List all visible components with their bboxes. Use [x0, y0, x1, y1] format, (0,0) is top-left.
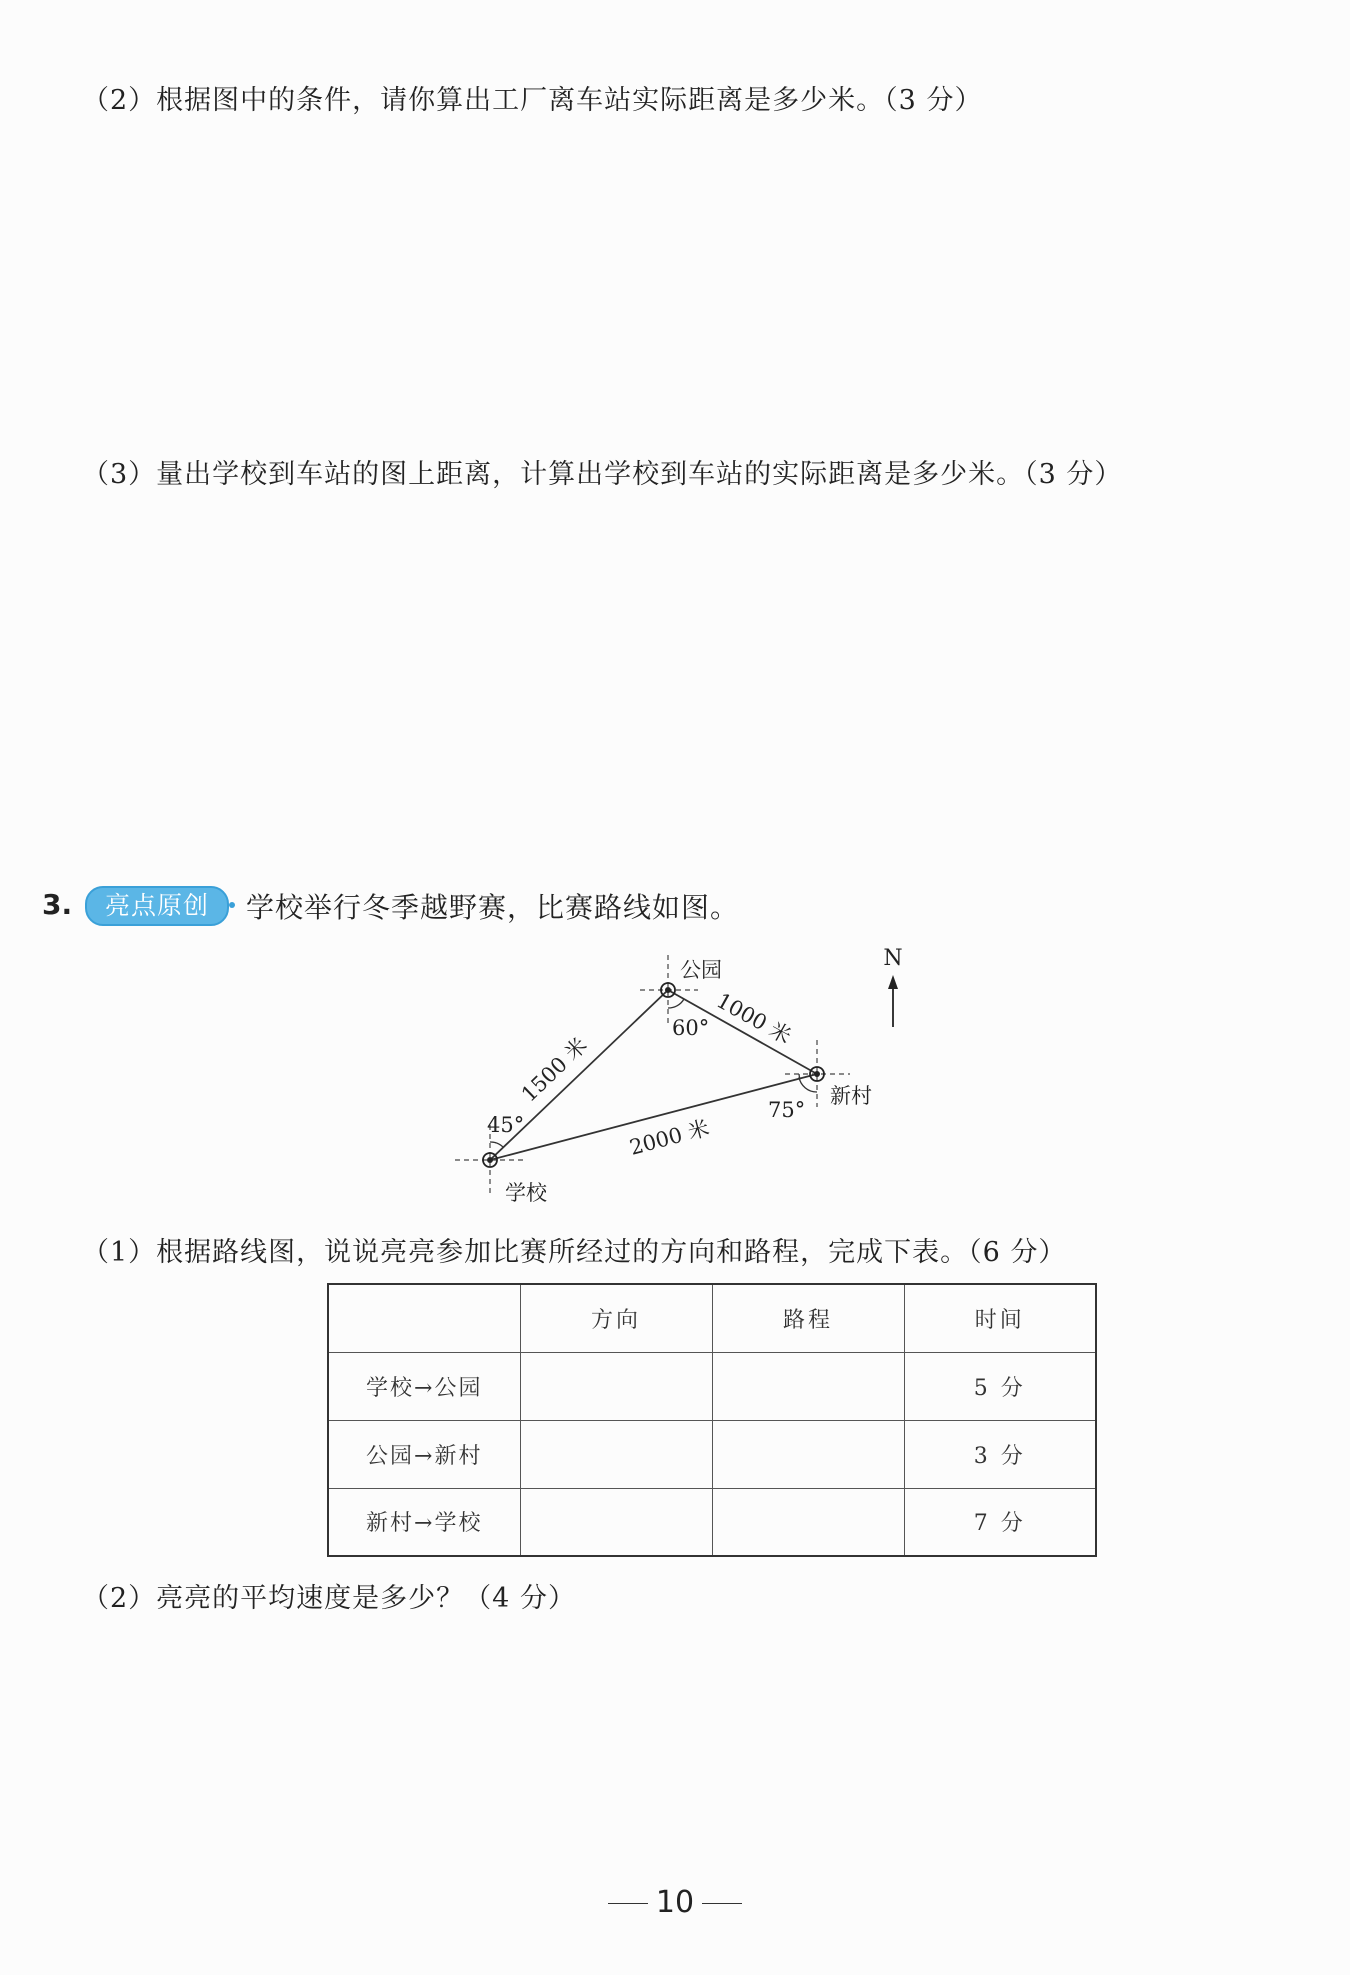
- time-cell: 5 分: [904, 1352, 1096, 1420]
- dist-village-school: 2000 米: [627, 1115, 712, 1160]
- time-cell: 7 分: [904, 1488, 1096, 1556]
- direction-cell[interactable]: [520, 1488, 712, 1556]
- footer-dash-left: [608, 1903, 648, 1905]
- school-label: 学校: [505, 1181, 547, 1205]
- footer-dash-right: [702, 1903, 742, 1905]
- direction-cell[interactable]: [520, 1420, 712, 1488]
- header-distance: 路程: [712, 1284, 904, 1352]
- arc-school: [490, 1142, 503, 1147]
- route-table: [327, 1283, 1097, 1557]
- table-row: [328, 1352, 1096, 1420]
- page-number: 10: [655, 1885, 695, 1920]
- compass-cross-lines: [455, 955, 850, 1193]
- problem-text: 学校举行冬季越野赛，比赛路线如图。: [246, 891, 740, 924]
- table-row: [328, 1488, 1096, 1556]
- direction-cell[interactable]: [520, 1352, 712, 1420]
- time-cell: 3 分: [904, 1420, 1096, 1488]
- dist-school-park: 1500 米: [516, 1032, 592, 1107]
- route-cell: 公园→新村: [328, 1420, 520, 1488]
- original-badge: 亮点原创: [85, 886, 229, 926]
- angle-village-label: 75°: [768, 1098, 806, 1122]
- distance-cell[interactable]: [712, 1488, 904, 1556]
- north-arrow: [883, 946, 902, 1027]
- question-3: （3）量出学校到车站的图上距离，计算出学校到车站的实际距离是多少米。（3 分）: [82, 459, 1123, 490]
- dist-park-village: 1000 米: [712, 988, 796, 1049]
- header-direction: 方向: [520, 1284, 712, 1352]
- header-time: 时间: [904, 1284, 1096, 1352]
- problem-number: 3.: [42, 888, 73, 921]
- header-empty: [328, 1284, 520, 1352]
- table-header-row: [328, 1284, 1096, 1352]
- north-label: N: [883, 946, 903, 971]
- page-number-footer: [0, 1885, 1350, 1920]
- table-row: [328, 1420, 1096, 1488]
- sub-question-1: （1）根据路线图，说说亮亮参加比赛所经过的方向和路程，完成下表。（6 分）: [82, 1237, 1067, 1268]
- angle-park-label: 60°: [672, 1016, 710, 1040]
- sub-question-2: （2）亮亮的平均速度是多少？（4 分）: [82, 1583, 576, 1614]
- village-label: 新村: [830, 1084, 872, 1108]
- park-label: 公园: [680, 958, 722, 982]
- arc-park: [668, 999, 684, 1008]
- route-cell: 学校→公园: [328, 1352, 520, 1420]
- badge-dot: [229, 902, 235, 908]
- question-2: （2）根据图中的条件，请你算出工厂离车站实际距离是多少米。（3 分）: [82, 85, 983, 116]
- distance-cell[interactable]: [712, 1352, 904, 1420]
- route-cell: 新村→学校: [328, 1488, 520, 1556]
- route-diagram: [440, 935, 940, 1215]
- distance-cell[interactable]: [712, 1420, 904, 1488]
- angle-school-label: 45°: [487, 1113, 525, 1137]
